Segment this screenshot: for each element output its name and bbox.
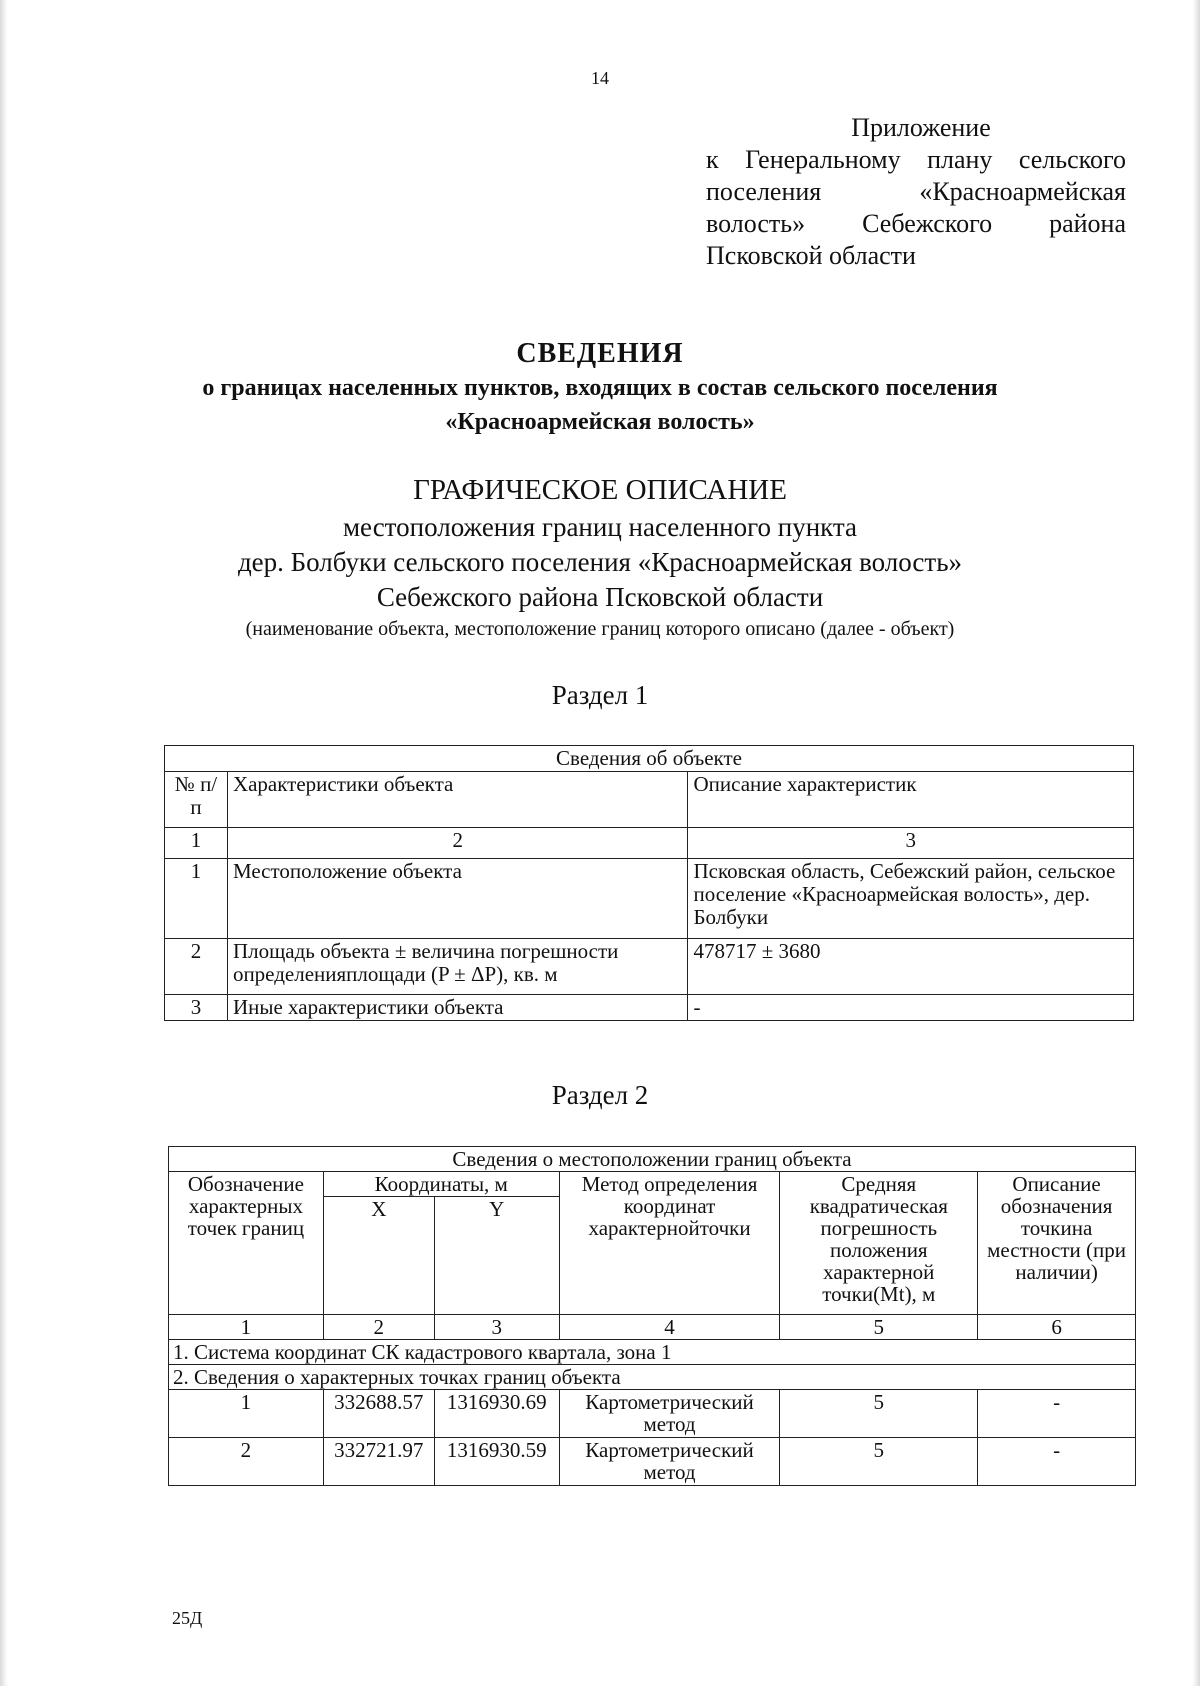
graphic-line-3: Себежского района Псковской области [376,582,824,612]
header-coordinates: Координаты, м [323,1172,559,1197]
col-number: 1 [169,1315,324,1340]
header-point-description: Описание обозначения точкина местности (при наличии) [978,1172,1136,1315]
point-id: 1 [169,1390,324,1438]
point-description: - [978,1438,1136,1486]
point-x: 332721.97 [323,1438,434,1486]
points-section-row: 2. Сведения о характерных точках границ объекта [169,1365,1136,1390]
row-characteristic: Иные характеристики объекта [227,995,688,1021]
appendix-line: волость» Себежского района [706,209,1126,238]
graphic-line-1: местоположения границ населенного пункта [342,512,858,542]
header-method: Метод определения координат характернойточки [559,1172,780,1315]
col-number: 6 [978,1315,1136,1340]
header-y: Y [434,1197,559,1315]
header-error: Средняя квадратическая погрешность положения характерной точки(Mt), м [780,1172,978,1315]
graphic-title: ГРАФИЧЕСКОЕ ОПИСАНИЕ [413,474,787,506]
col-number: 1 [165,828,228,859]
point-id: 2 [169,1438,324,1486]
row-number: 1 [165,859,228,939]
row-characteristic: Площадь объекта ± величина погрешности определенияплощади (P ± ΔP), кв. м [227,939,688,995]
row-description: Псковская область, Себежский район, сельское поселение «Красноармейская волость», дер. Болбуки [688,859,1134,939]
row-number: 2 [165,939,228,995]
object-info-table [164,745,1134,1021]
col-number: 4 [559,1315,780,1340]
appendix-line: Псковской области [706,241,916,270]
header-description: Описание характеристик [688,772,1134,828]
page-number: 14 [591,68,609,88]
appendix-line: к Генеральному плану сельского [706,145,1126,174]
col-number: 3 [434,1315,559,1340]
row-number: 3 [165,995,228,1021]
header-number: № п/п [165,772,228,828]
row-characteristic: Местоположение объекта [227,859,688,939]
point-method: Картометрический метод [559,1390,780,1438]
table-title: Сведения о местоположении границ объекта [169,1147,1136,1172]
document-title: СВЕДЕНИЯ [516,338,684,369]
appendix-line: поселения «Красноармейская [706,177,1126,206]
header-x: X [323,1197,434,1315]
point-y: 1316930.69 [434,1390,559,1438]
section-1-title: Раздел 1 [551,680,649,710]
graphic-line-2: дер. Болбуки сельского поселения «Красноармейская волость» [237,547,963,577]
appendix-block [706,112,1126,272]
coordinate-system-row: 1. Система координат СК кадастрового квартала, зона 1 [169,1340,1136,1365]
appendix-title: Приложение [851,113,991,142]
section-2-title: Раздел 2 [551,1080,649,1110]
row-description: - [688,995,1134,1021]
point-x: 332688.57 [323,1390,434,1438]
header-designation: Обозначение характерных точек границ [169,1172,324,1315]
point-mt: 5 [780,1390,978,1438]
point-mt: 5 [780,1438,978,1486]
document-subtitle-2: «Красноармейская волость» [445,409,755,435]
row-description: 478717 ± 3680 [688,939,1134,995]
header-characteristics: Характеристики объекта [227,772,688,828]
scan-edge-right [1192,0,1200,1686]
graphic-note: (наименование объекта, местоположение границ которого описано (далее - объект) [245,618,955,640]
point-description: - [978,1390,1136,1438]
col-number: 3 [688,828,1134,859]
document-subtitle: о границах населенных пунктов, входящих в состав сельского поселения [202,375,998,401]
point-y: 1316930.59 [434,1438,559,1486]
footer-code: 25Д [172,1608,203,1628]
scan-edge-left [0,0,8,1686]
boundary-points-table [168,1146,1136,1486]
table-title: Сведения об объекте [165,746,1134,772]
col-number: 2 [227,828,688,859]
col-number: 5 [780,1315,978,1340]
point-method: Картометрический метод [559,1438,780,1486]
col-number: 2 [323,1315,434,1340]
